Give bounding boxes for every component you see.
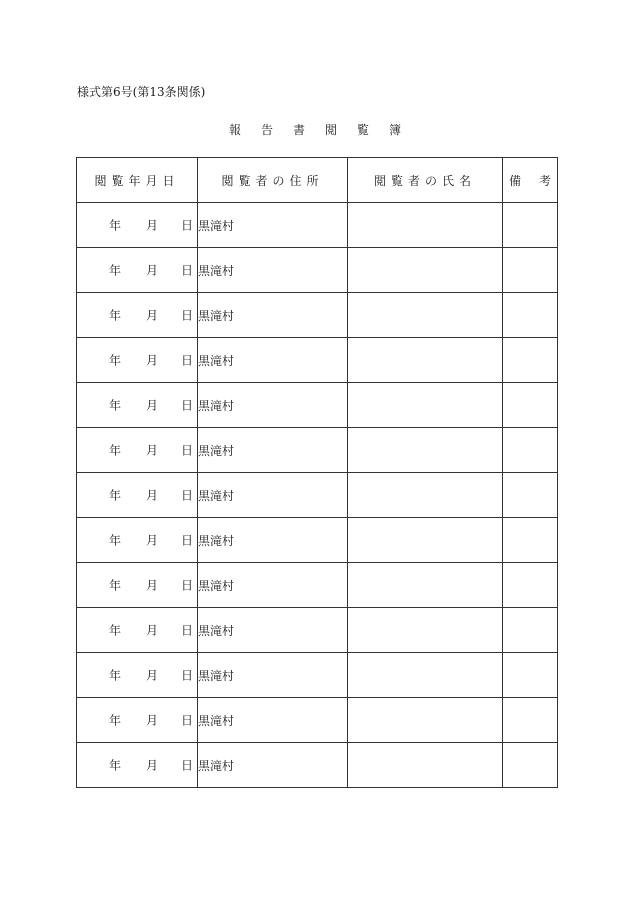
address-cell[interactable]: 黒滝村 <box>198 383 348 428</box>
address-cell[interactable]: 黒滝村 <box>198 293 348 338</box>
name-cell[interactable] <box>348 608 503 653</box>
address-cell[interactable]: 黒滝村 <box>198 743 348 788</box>
address-cell[interactable]: 黒滝村 <box>198 428 348 473</box>
header-remarks <box>503 158 558 203</box>
name-cell[interactable] <box>348 338 503 383</box>
table-row <box>77 248 558 293</box>
remarks-cell[interactable] <box>503 338 558 383</box>
table-row <box>77 383 558 428</box>
year-label: 年 <box>109 398 122 413</box>
year-label: 年 <box>109 713 122 728</box>
table-row <box>77 203 558 248</box>
year-label: 年 <box>109 758 122 773</box>
day-label: 日 <box>181 398 194 413</box>
day-label: 日 <box>181 488 194 503</box>
table-row <box>77 608 558 653</box>
year-label: 年 <box>109 488 122 503</box>
register-rows <box>77 203 558 788</box>
header-row <box>77 158 558 203</box>
address-cell[interactable]: 黒滝村 <box>198 653 348 698</box>
header-remarks-label <box>503 172 557 189</box>
month-label: 月 <box>146 353 159 368</box>
remarks-cell[interactable] <box>503 383 558 428</box>
date-cell[interactable] <box>77 383 198 428</box>
day-label: 日 <box>181 353 194 368</box>
title-char: 告 <box>260 123 273 137</box>
name-cell[interactable] <box>348 248 503 293</box>
address-cell[interactable]: 黒滝村 <box>198 203 348 248</box>
year-label: 年 <box>109 443 122 458</box>
header-address <box>198 158 348 203</box>
date-cell[interactable] <box>77 743 198 788</box>
month-label: 月 <box>146 218 159 233</box>
remarks-cell[interactable] <box>503 563 558 608</box>
header-remarks-char-1: 備 <box>509 173 522 188</box>
remarks-cell[interactable] <box>503 518 558 563</box>
date-cell[interactable] <box>77 428 198 473</box>
day-label: 日 <box>181 308 194 323</box>
remarks-cell[interactable] <box>503 248 558 293</box>
document-title <box>0 121 630 138</box>
month-label: 月 <box>146 668 159 683</box>
header-date <box>77 158 198 203</box>
year-label: 年 <box>109 578 122 593</box>
title-char: 書 <box>292 123 305 137</box>
name-cell[interactable] <box>348 698 503 743</box>
month-label: 月 <box>146 713 159 728</box>
remarks-cell[interactable] <box>503 653 558 698</box>
date-cell[interactable] <box>77 293 198 338</box>
month-label: 月 <box>146 308 159 323</box>
remarks-cell[interactable] <box>503 473 558 518</box>
day-label: 日 <box>181 263 194 278</box>
year-label: 年 <box>109 533 122 548</box>
month-label: 月 <box>146 578 159 593</box>
name-cell[interactable] <box>348 743 503 788</box>
month-label: 月 <box>146 623 159 638</box>
name-cell[interactable] <box>348 653 503 698</box>
header-name-label: 閲覧者の氏名 <box>373 173 476 188</box>
remarks-cell[interactable] <box>503 203 558 248</box>
address-cell[interactable]: 黒滝村 <box>198 518 348 563</box>
remarks-cell[interactable] <box>503 743 558 788</box>
day-label: 日 <box>181 668 194 683</box>
date-cell[interactable] <box>77 248 198 293</box>
name-cell[interactable] <box>348 293 503 338</box>
date-cell[interactable] <box>77 608 198 653</box>
date-cell[interactable] <box>77 473 198 518</box>
date-cell[interactable] <box>77 698 198 743</box>
month-label: 月 <box>146 263 159 278</box>
header-remarks-char-2: 考 <box>538 173 551 188</box>
address-cell[interactable]: 黒滝村 <box>198 608 348 653</box>
name-cell[interactable] <box>348 563 503 608</box>
day-label: 日 <box>181 218 194 233</box>
header-name <box>348 158 503 203</box>
form-number: 様式第6号(第13条関係) <box>77 85 206 99</box>
table-row <box>77 428 558 473</box>
table-row <box>77 563 558 608</box>
date-cell[interactable] <box>77 203 198 248</box>
address-cell[interactable]: 黒滝村 <box>198 563 348 608</box>
address-cell[interactable]: 黒滝村 <box>198 248 348 293</box>
header-date-label: 閲覧年月日 <box>94 173 180 188</box>
table-row <box>77 293 558 338</box>
name-cell[interactable] <box>348 203 503 248</box>
day-label: 日 <box>181 623 194 638</box>
remarks-cell[interactable] <box>503 428 558 473</box>
table-row <box>77 338 558 383</box>
table-row <box>77 518 558 563</box>
name-cell[interactable] <box>348 383 503 428</box>
date-cell[interactable] <box>77 653 198 698</box>
year-label: 年 <box>109 308 122 323</box>
day-label: 日 <box>181 713 194 728</box>
day-label: 日 <box>181 758 194 773</box>
year-label: 年 <box>109 668 122 683</box>
day-label: 日 <box>181 533 194 548</box>
table-row <box>77 653 558 698</box>
year-label: 年 <box>109 218 122 233</box>
table-row <box>77 698 558 743</box>
title-char: 覧 <box>357 123 370 137</box>
year-label: 年 <box>109 263 122 278</box>
name-cell[interactable] <box>348 518 503 563</box>
year-label: 年 <box>109 353 122 368</box>
address-cell[interactable]: 黒滝村 <box>198 473 348 518</box>
remarks-cell[interactable] <box>503 698 558 743</box>
address-cell[interactable]: 黒滝村 <box>198 338 348 383</box>
date-cell[interactable] <box>77 338 198 383</box>
name-cell[interactable] <box>348 473 503 518</box>
month-label: 月 <box>146 758 159 773</box>
date-cell[interactable] <box>77 563 198 608</box>
day-label: 日 <box>181 578 194 593</box>
title-char: 閲 <box>325 123 338 137</box>
date-cell[interactable] <box>77 518 198 563</box>
day-label: 日 <box>181 443 194 458</box>
name-cell[interactable] <box>348 428 503 473</box>
header-address-label: 閲覧者の住所 <box>221 173 324 188</box>
remarks-cell[interactable] <box>503 293 558 338</box>
month-label: 月 <box>146 533 159 548</box>
table-row <box>77 743 558 788</box>
year-label: 年 <box>109 623 122 638</box>
address-cell[interactable]: 黒滝村 <box>198 698 348 743</box>
remarks-cell[interactable] <box>503 608 558 653</box>
month-label: 月 <box>146 398 159 413</box>
month-label: 月 <box>146 488 159 503</box>
title-char: 簿 <box>389 123 402 137</box>
title-char: 報 <box>228 123 241 137</box>
month-label: 月 <box>146 443 159 458</box>
inspection-register-table <box>76 157 558 788</box>
table-row <box>77 473 558 518</box>
